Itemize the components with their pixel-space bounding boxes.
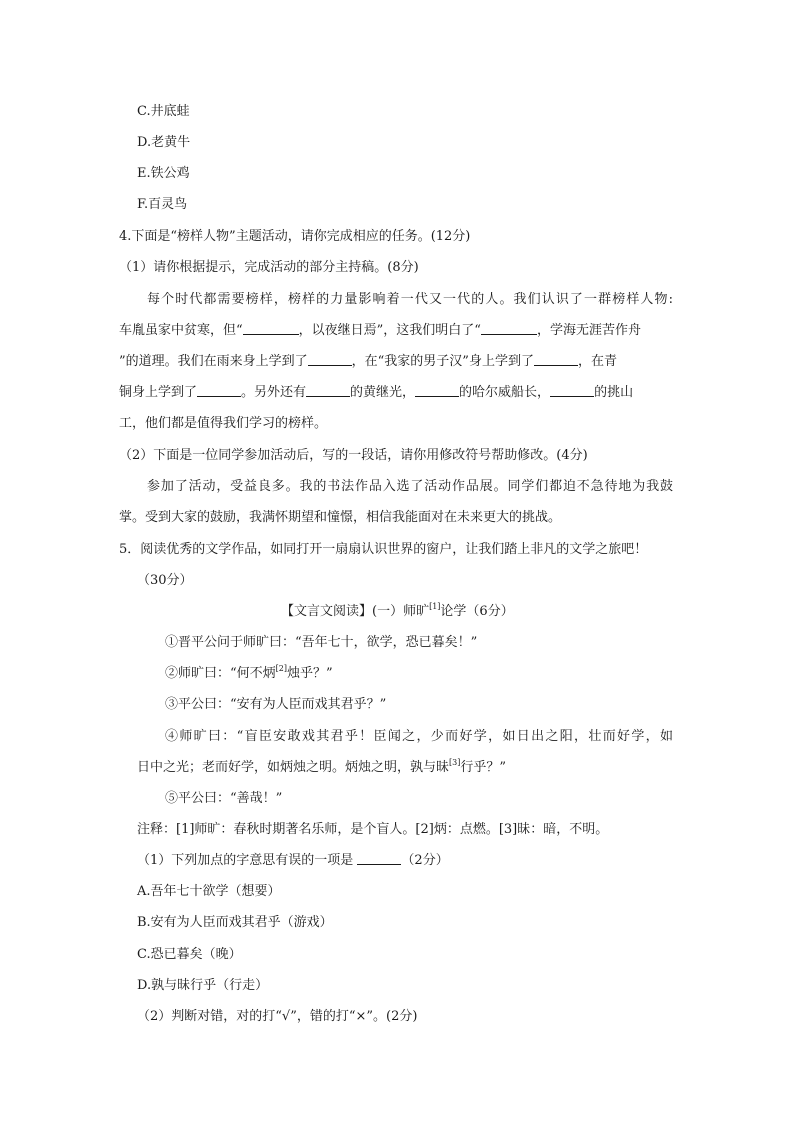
question-5-score: （30分） — [137, 573, 193, 588]
paragraph-1-line-2: 车胤虽家中贫寒，但“ ，以夜继日焉”，这我们明白了“ ，学海无涯苦作舟 — [119, 323, 641, 338]
answer-blank[interactable] — [357, 851, 401, 865]
option-d: D.老黄牛 — [137, 135, 191, 150]
dialogue-5: ⑤平公曰：“善哉！” — [165, 791, 283, 806]
paragraph-1-line-5: 工，他们都是值得我们学习的榜样。 — [119, 416, 328, 431]
blank — [481, 321, 537, 335]
option-e: E.铁公鸡 — [137, 166, 190, 181]
question-5-heading: 5．阅读优秀的文学作品，如同打开一扇扇认识世界的窗户，让我们踏上非凡的文学之旅吧！ — [119, 542, 648, 557]
blank — [243, 321, 299, 335]
paragraph-2-line-1: 参加了活动，受益良多。我的书法作品入选了活动作品展。同学们都迫不急待地为我鼓 — [147, 479, 673, 494]
dialogue-3: ③平公曰：“安有为人臣而戏其君乎？” — [165, 697, 387, 712]
choice-a: A.吾年七十欲学（想要） — [137, 884, 281, 899]
blank — [197, 383, 241, 397]
question-4-sub1: （1）请你根据提示，完成活动的部分主持稿。(8分) — [119, 260, 419, 275]
choice-d: D.孰与昧行乎（行走） — [137, 978, 269, 993]
passage-title: 【文言文阅读】(一）师旷[1]论学（6分） — [281, 602, 514, 619]
paragraph-1-line-4: 铜身上学到了 。另外还有 的黄继光， 的哈尔威船长， 的挑山 — [119, 385, 634, 400]
blank — [550, 383, 594, 397]
option-c: C.井底蛙 — [137, 104, 190, 119]
sub-question-1: （1）下列加点的字意思有误的一项是 （2分） — [137, 853, 449, 868]
question-4-sub2: （2）下面是一位同学参加活动后，写的一段话，请你用修改符号帮助修改。(4分) — [119, 448, 588, 463]
option-f: F.百灵鸟 — [137, 197, 188, 212]
annotations: 注释：[1]师旷：春秋时期著名乐师，是个盲人。[2]炳：点燃。[3]昧：暗，不明。 — [137, 822, 609, 837]
blank — [534, 352, 578, 366]
dialogue-2: ②师旷曰：“何不炳[2]烛乎？” — [165, 664, 333, 681]
blank — [415, 383, 459, 397]
choice-b: B.安有为人臣而戏其君乎（游戏） — [137, 915, 333, 930]
paragraph-1-line-3: ”的道理。我们在雨来身上学到了 ，在“我家的男子汉”身上学到了 ，在青 — [119, 354, 617, 369]
paragraph-2-line-2: 掌。受到大家的鼓励，我满怀期望和憧憬，相信我能面对在未来更大的挑战。 — [119, 510, 562, 525]
question-4-heading: 4.下面是“榜样人物”主题活动，请你完成相应的任务。(12分) — [119, 229, 471, 244]
paragraph-1-line-1: 每个时代都需要榜样，榜样的力量影响着一代又一代的人。我们认识了一群榜样人物: — [147, 292, 673, 307]
choice-c: C.恐已暮矣（晚） — [137, 947, 242, 962]
dialogue-1: ①晋平公问于师旷曰：“吾年七十，欲学，恐已暮矣！” — [165, 635, 478, 650]
blank — [306, 383, 350, 397]
sub-question-2: （2）判断对错，对的打“√”，错的打“×”。(2分) — [137, 1009, 418, 1024]
blank — [308, 352, 352, 366]
dialogue-4-line-2: 日中之光；老而好学，如炳烛之明。炳烛之明，孰与昧[3]行乎？” — [137, 758, 507, 775]
dialogue-4-line-1: ④师旷曰：“盲臣安敢戏其君乎！臣闻之，少而好学，如日出之阳，壮而好学，如 — [165, 729, 673, 744]
